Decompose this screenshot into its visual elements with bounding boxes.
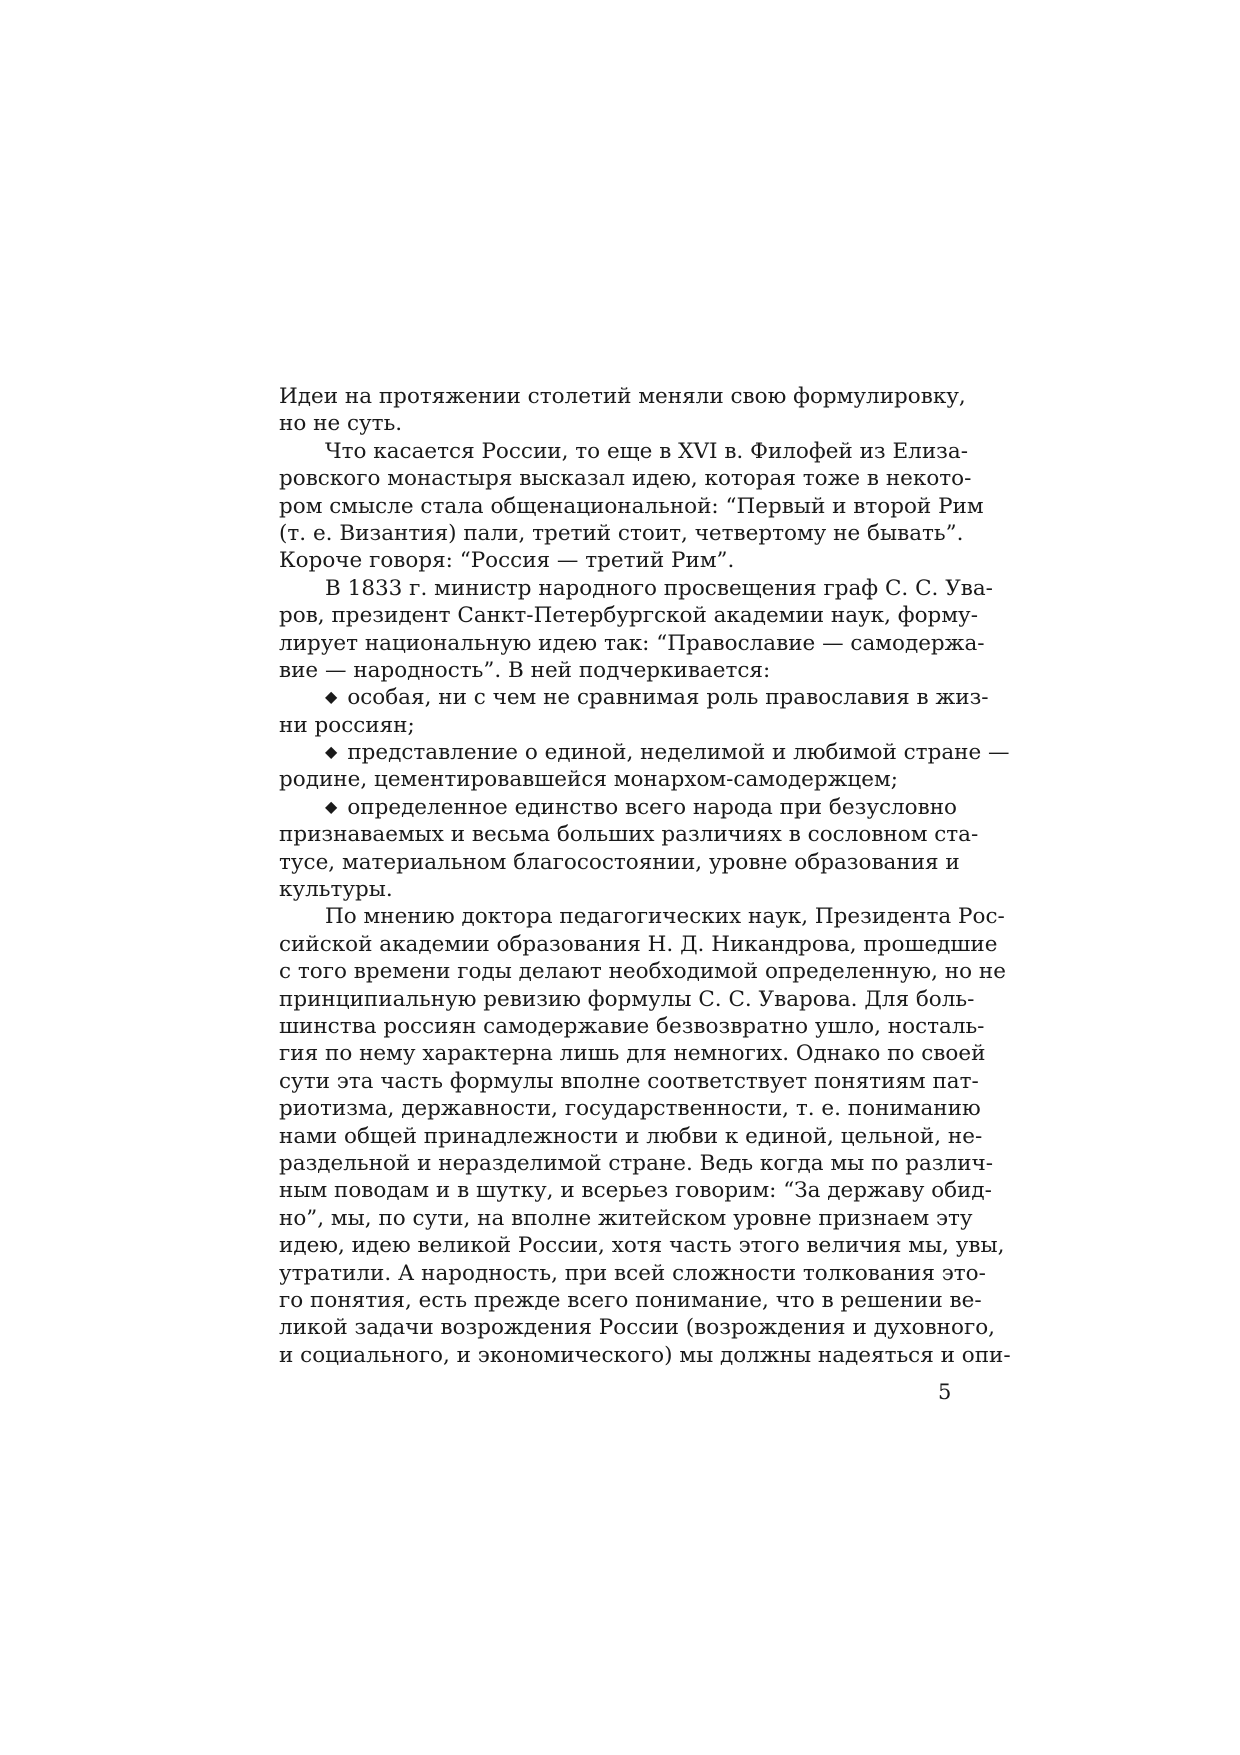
text-line-content: и социального, и экономического) мы должны надеяться и опи-: [279, 1342, 1011, 1368]
text-line: [279, 986, 975, 1013]
text-line: [279, 630, 985, 657]
text-line: [279, 712, 955, 739]
page-body-text: [279, 383, 1011, 1369]
text-line-content: ров, президент Санкт-Петербургской академии наук, форму-: [279, 603, 978, 629]
paragraph: [279, 438, 984, 575]
bullet-diamond-icon: ◆: [325, 796, 338, 816]
text-line: [279, 657, 955, 684]
text-line-content: утратили. А народность, при всей сложности толкования это-: [279, 1260, 986, 1286]
text-line: [279, 1232, 1005, 1259]
text-line-content: но”, мы, по сути, на вполне житейском уровне признаем эту: [279, 1205, 973, 1231]
text-line: [279, 821, 979, 848]
text-line-content: В 1833 г. министр народного просвещения граф С. С. Ува-: [325, 575, 993, 601]
text-line-content: ным поводам и в шутку, и всерьез говорим: “За державу обид-: [279, 1178, 992, 1204]
text-line: [279, 438, 968, 465]
text-line: [279, 1177, 992, 1204]
text-line-content: сийской академии образования Н. Д. Никандрова, прошедшие: [279, 931, 998, 957]
text-line-content: признаваемых и весьма больших различиях в сословном ста-: [279, 822, 979, 848]
text-line-content: идею, идею великой России, хотя часть этого величия мы, увы,: [279, 1233, 1005, 1259]
text-line: [279, 465, 972, 492]
text-line-content: нами общей принадлежности и любви к единой, цельной, не-: [279, 1123, 983, 1149]
paragraph: [279, 383, 966, 438]
text-line: [279, 575, 993, 602]
text-line: [279, 1123, 983, 1150]
text-line: [279, 1342, 1011, 1369]
text-line-content: гия по нему характерна лишь для немногих. Однако по своей: [279, 1041, 986, 1067]
bullet-item: [279, 684, 989, 739]
text-line-content: культуры.: [279, 877, 393, 903]
text-line-content: лирует национальную идею так: “Православие — самодержа-: [279, 630, 985, 656]
text-line: [279, 739, 1010, 766]
text-line: [279, 684, 989, 711]
text-line-content: риотизма, державности, государственности, т. е. пониманию: [279, 1096, 981, 1122]
text-line-content: ром смысле стала общенациональной: “Первый и второй Рим: [279, 493, 984, 519]
text-line-content: тусе, материальном благосостоянии, уровне образования и: [279, 849, 960, 875]
text-line: [279, 1095, 981, 1122]
text-line-content: Короче говоря: “Россия — третий Рим”.: [279, 548, 735, 574]
text-line: [279, 520, 964, 547]
text-line: [279, 794, 955, 821]
text-line-content: ровского монастыря высказал идею, которая тоже в некото-: [279, 466, 972, 492]
text-line: [279, 903, 1005, 930]
text-line: [279, 849, 960, 876]
text-line-content: представление о единой, неделимой и любимой стране —: [347, 740, 1010, 766]
text-line-content: ликой задачи возрождения России (возрождения и духовного,: [279, 1315, 995, 1341]
text-line-content: принципиальную ревизию формулы С. С. Уварова. Для боль-: [279, 986, 975, 1012]
text-line: [279, 876, 955, 903]
text-line-content: с того времени годы делают необходимой определенную, но не: [279, 959, 1006, 985]
text-line: [279, 1150, 994, 1177]
text-line-content: особая, ни с чем не сравнимая роль православия в жиз-: [347, 685, 989, 711]
bullet-item: [279, 794, 979, 904]
text-line: [279, 493, 984, 520]
text-line: [279, 931, 998, 958]
text-line-content: сути эта часть формулы вполне соответствует понятиям пат-: [279, 1068, 979, 1094]
text-line-content: определенное единство всего народа при безусловно: [347, 794, 957, 820]
text-line-content: Идеи на протяжении столетий меняли свою формулировку,: [279, 384, 966, 409]
text-line: [279, 1314, 995, 1341]
text-line: [279, 766, 955, 793]
text-line: [279, 958, 1006, 985]
text-line: [279, 383, 966, 410]
paragraph: [279, 575, 993, 685]
text-line: [279, 1068, 979, 1095]
bullet-item: [279, 739, 1010, 794]
text-line: [279, 1260, 986, 1287]
text-line-content: (т. е. Византия) пали, третий стоит, четвертому не бывать”.: [279, 520, 964, 546]
text-line: [279, 1205, 973, 1232]
bullet-diamond-icon: ◆: [325, 742, 338, 762]
bullet-diamond-icon: ◆: [325, 687, 338, 707]
text-line: [279, 1013, 985, 1040]
text-line: [279, 410, 955, 437]
text-line-content: раздельной и неразделимой стране. Ведь когда мы по различ-: [279, 1150, 994, 1176]
page-number: 5: [938, 1380, 952, 1404]
text-line-content: Что касается России, то еще в XVI в. Филофей из Елиза-: [325, 438, 968, 464]
text-line: [279, 547, 955, 574]
text-line-content: ни россиян;: [279, 712, 415, 738]
text-line-content: родине, цементировавшейся монархом-самодержцем;: [279, 767, 898, 793]
text-line-content: шинства россиян самодержавие безвозвратно ушло, носталь-: [279, 1013, 985, 1039]
text-line-content: но не суть.: [279, 411, 403, 437]
text-line-content: По мнению доктора педагогических наук, Президента Рос-: [325, 904, 1005, 930]
paragraph: [279, 903, 1011, 1369]
text-line: [279, 1287, 982, 1314]
text-line: [279, 602, 978, 629]
text-line-content: вие — народность”. В ней подчеркивается:: [279, 657, 771, 683]
text-line-content: го понятия, есть прежде всего понимание, что в решении ве-: [279, 1287, 982, 1313]
text-line: [279, 1040, 986, 1067]
